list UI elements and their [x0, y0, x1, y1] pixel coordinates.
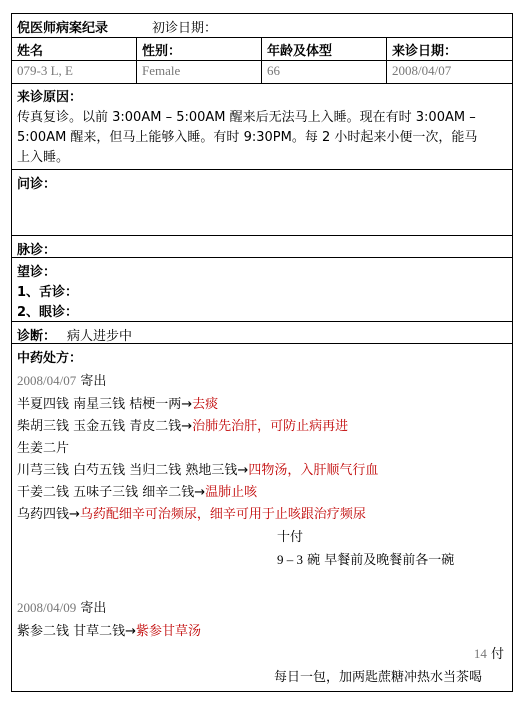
title-row — [12, 14, 512, 38]
age-value: 66 — [262, 61, 387, 83]
second-date-line — [17, 597, 106, 616]
gender-header: 性别： — [137, 38, 262, 60]
herb-comment: 治肺先治肝，可防止病再进 — [192, 419, 349, 434]
herb-line — [17, 437, 69, 456]
name-header: 姓名 — [12, 38, 137, 60]
tongue-diagnosis-label: 1、舌诊： — [17, 285, 79, 300]
info-header-row — [12, 38, 512, 61]
herb-comment: 紫参甘草汤 — [136, 624, 202, 639]
herb-line — [17, 459, 378, 478]
first-visit-date-label: 初诊日期： — [152, 21, 218, 36]
herb-comment: 四物汤，入肝顺气行血 — [248, 463, 379, 478]
arrow-icon: → — [125, 624, 137, 639]
second-dose-number: 14 — [473, 646, 487, 661]
first-send-note: 寄出 — [80, 374, 107, 389]
second-dose — [474, 643, 504, 662]
herb-comment: 温肺止咳 — [205, 485, 258, 500]
diagnosis-section — [12, 322, 512, 344]
diagnosis-value: 病人进步中 — [67, 329, 133, 344]
second-dose-unit: 付 — [490, 647, 504, 662]
reason-section — [12, 84, 512, 170]
record-title: 倪医师病案纪录 — [17, 21, 109, 36]
herb-line — [17, 620, 201, 639]
first-send-date: 2008/04/07 — [17, 373, 77, 388]
arrow-icon: → — [237, 463, 249, 478]
herb-list: 生姜二片 — [17, 441, 70, 456]
inquiry-section — [12, 170, 512, 236]
second-usage: 每日一包，加两匙蔗糖冲热水当茶喝 — [274, 670, 483, 685]
patient-id: 079-3 L, E — [12, 61, 137, 83]
observation-label: 望诊： — [17, 265, 57, 280]
gender-value: Female — [137, 61, 262, 83]
reason-line: 5:00AM 醒来，但马上能够入睡。有时 9:30PM。每 2 小时起来小便一次，能马 — [17, 130, 478, 145]
reason-label: 来诊原因： — [17, 90, 83, 105]
herb-comment: 乌药配细辛可治频尿，细辛可用于止咳跟治疗频尿 — [79, 507, 366, 522]
prescription-label: 中药处方： — [17, 351, 83, 366]
inquiry-label: 问诊： — [17, 177, 57, 192]
pulse-section — [12, 236, 512, 258]
visit-date-header: 来诊日期： — [392, 44, 458, 59]
diagnosis-label: 诊断： — [17, 329, 57, 344]
first-usage-line — [277, 549, 454, 568]
info-value-row — [12, 61, 512, 84]
herb-line — [17, 481, 257, 500]
herb-list: 柴胡三钱 玉金五钱 青皮二钱 — [17, 419, 182, 434]
observation-section — [12, 258, 512, 322]
usage-instructions: 碗 早餐前及晚餐前各一碗 — [307, 553, 455, 568]
medical-record-form — [11, 13, 513, 692]
first-dose: 十付 — [277, 530, 304, 545]
arrow-icon: → — [181, 419, 193, 434]
herb-line — [17, 503, 366, 522]
first-date-line — [17, 370, 106, 389]
herb-list: 乌药四钱 — [17, 507, 70, 522]
herb-list: 紫参二钱 甘草二钱 — [17, 624, 126, 639]
herb-list: 干姜二钱 五味子三钱 细辛二钱 — [17, 485, 195, 500]
age-header: 年龄及体型 — [262, 38, 387, 60]
pulse-label: 脉诊： — [17, 243, 57, 258]
usage-quantity: 9 – 3 — [277, 552, 303, 567]
arrow-icon: → — [69, 507, 80, 522]
arrow-icon: → — [194, 485, 206, 500]
herb-list: 川芎三钱 白芍五钱 当归二钱 熟地三钱 — [17, 463, 238, 478]
herb-comment: 去痰 — [192, 397, 219, 412]
herb-line — [17, 415, 348, 434]
visit-date-value: 2008/04/07 — [392, 63, 452, 78]
herb-line — [17, 393, 218, 412]
second-send-note: 寄出 — [80, 601, 107, 616]
eye-diagnosis-label: 2、眼诊： — [17, 305, 79, 320]
second-send-date: 2008/04/09 — [17, 600, 77, 615]
reason-line: 上入睡。 — [17, 150, 70, 165]
herb-list: 半夏四钱 南星三钱 桔梗一两 — [17, 397, 182, 412]
reason-line: 传真复诊。以前 3:00AM – 5:00AM 醒来后无法马上入睡。现在有时 3:00AM – — [17, 110, 476, 125]
prescription-section — [12, 344, 512, 690]
arrow-icon: → — [181, 397, 193, 412]
